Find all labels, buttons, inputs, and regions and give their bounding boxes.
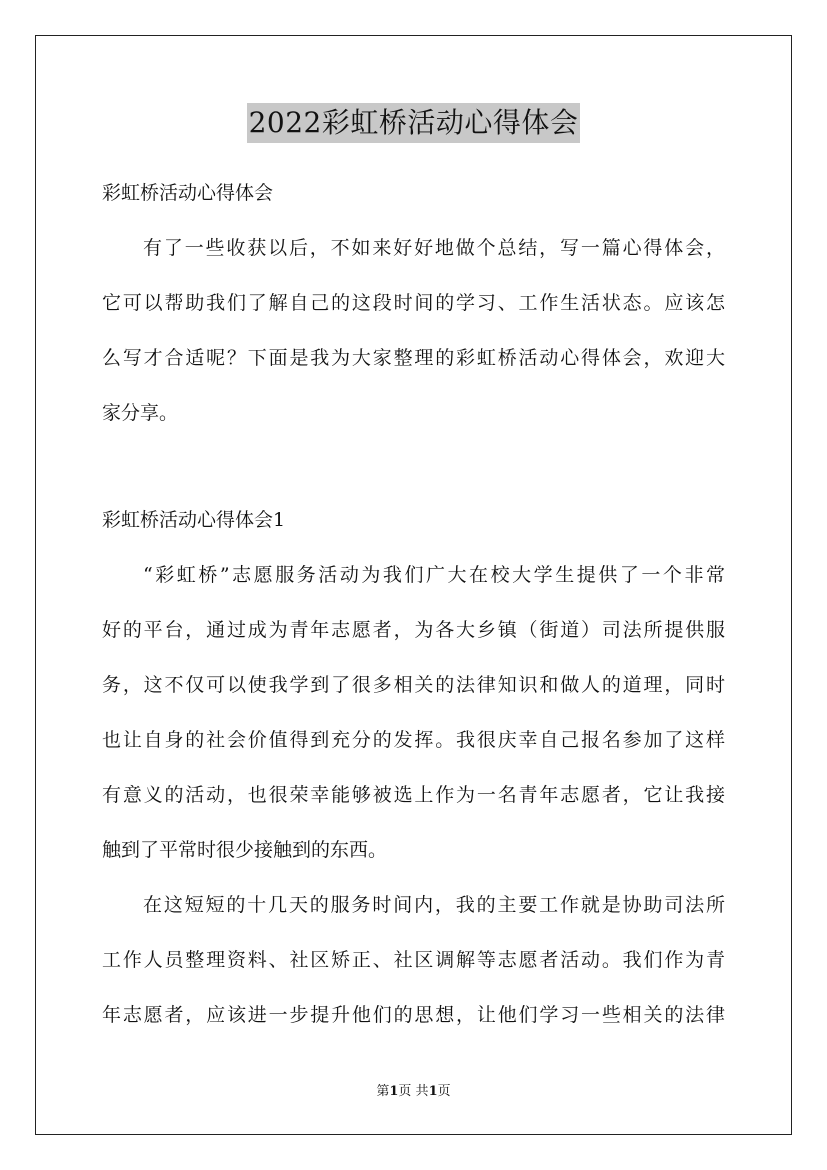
paragraph-line: 家分享。 [102,402,179,424]
paragraph-line: 也让自身的社会价值得到充分的发挥。我很庆幸自己报名参加了这样 [102,729,725,751]
paragraph-line: 有意义的活动，也很荣幸能够被选上作为一名青年志愿者，它让我接 [102,784,725,806]
footer-middle: 页 共 [398,1084,429,1099]
paragraph-line: 务，这不仅可以使我学到了很多相关的法律知识和做人的道理，同时 [102,674,725,696]
total-pages-number: 1 [428,1084,438,1099]
footer-prefix: 第 [376,1084,390,1099]
document-title: 2022彩虹桥活动心得体会 [247,103,581,143]
subtitle: 彩虹桥活动心得体会 [102,182,274,204]
paragraph-line: 在这短短的十几天的服务时间内，我的主要工作就是协助司法所 [143,894,725,916]
paragraph-line: 好的平台，通过成为青年志愿者，为各大乡镇（街道）司法所提供服 [102,619,725,641]
footer-suffix: 页 [437,1084,451,1099]
page-footer [0,1083,827,1101]
section-heading: 彩虹桥活动心得体会1 [102,509,286,531]
paragraph-line: 么写才合适呢？下面是我为大家整理的彩虹桥活动心得体会，欢迎大 [102,347,725,369]
paragraph-line: “彩虹桥”志愿服务活动为我们广大在校大学生提供了一个非常 [143,564,725,586]
paragraph-line: 它可以帮助我们了解自己的这段时间的学习、工作生活状态。应该怎 [102,292,725,314]
paragraph-line: 有了一些收获以后，不如来好好地做个总结，写一篇心得体会， [143,237,725,259]
paragraph-line: 触到了平常时很少接触到的东西。 [102,839,388,861]
title-container [0,103,827,143]
paragraph-line: 工作人员整理资料、社区矫正、社区调解等志愿者活动。我们作为青 [102,949,725,971]
current-page-number: 1 [389,1084,399,1099]
paragraph-line: 年志愿者，应该进一步提升他们的思想，让他们学习一些相关的法律 [102,1004,725,1026]
